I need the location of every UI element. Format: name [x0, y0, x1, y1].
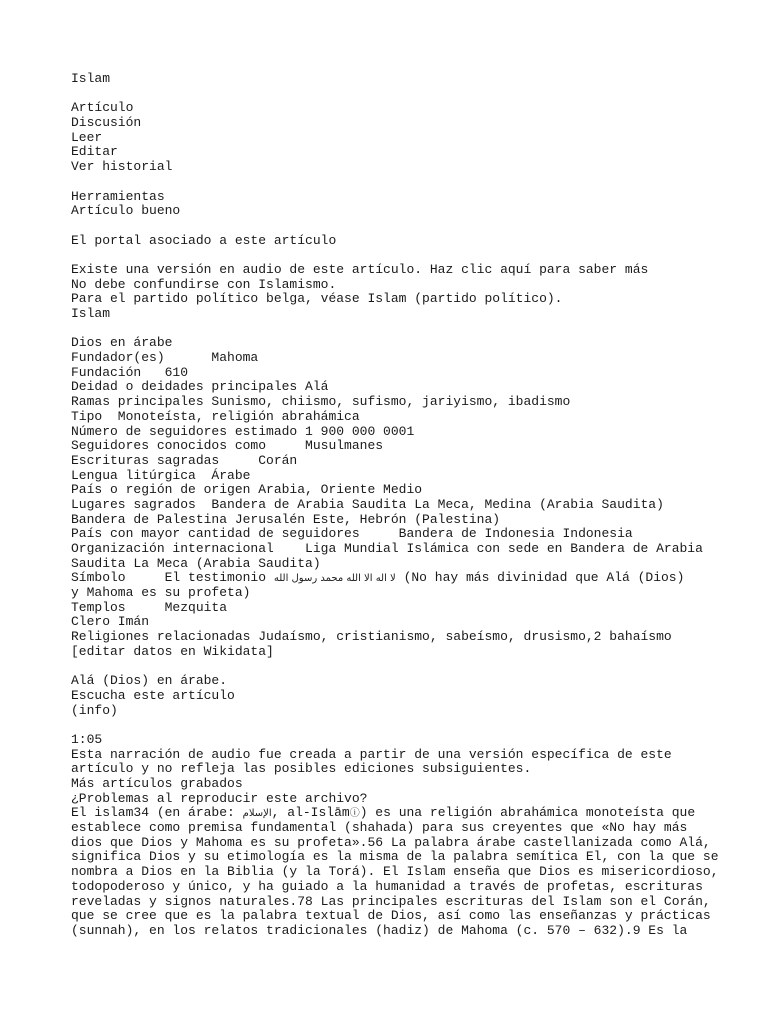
infobox-row: Saudita La Meca (Arabia Saudita)	[71, 555, 321, 571]
portal-link[interactable]: El portal asociado a este artículo	[71, 232, 337, 248]
body-line: establece como premisa fundamental (shahada) para sus creyentes que «No hay más	[71, 820, 688, 836]
listen-article-link[interactable]: Escucha este artículo	[71, 687, 235, 703]
symbol-translation: (No hay más divinidad que Alá (Dios)	[395, 570, 685, 586]
infobox-row: Escrituras sagradas Corán	[71, 452, 298, 468]
audio-notice-line: Esta narración de audio fue creada a partir de una versión específica de este	[71, 746, 672, 762]
infobox-row-symbol	[71, 571, 711, 586]
tab-history[interactable]: Ver historial	[71, 159, 173, 175]
audio-notice-line: artículo y no refleja las posibles ediciones subsiguientes.	[71, 761, 532, 777]
body-text: ) es una religión abrahámica monoteísta que	[359, 805, 696, 821]
infobox-row: Ramas principales Sunismo, chiismo, sufismo, jariyismo, ibadismo	[71, 394, 571, 410]
infobox-row: Templos Mezquita	[71, 599, 228, 615]
infobox-row: Número de seguidores estimado 1 900 000 0001	[71, 423, 415, 439]
pronunciation-icon[interactable]: ⓘ	[349, 808, 360, 820]
belgian-party-note: Para el partido político belga, véase Islam (partido político).	[71, 291, 563, 307]
tools-menu[interactable]: Herramientas	[71, 188, 165, 204]
body-line: todopoderoso y único, y ha guiado a la humanidad a través de profetas, escrituras	[71, 878, 703, 894]
infobox-row: País o región de origen Arabia, Oriente Medio	[71, 482, 423, 498]
audio-caption: Alá (Dios) en árabe.	[71, 673, 228, 689]
infobox-row: y Mahoma es su profeta)	[71, 585, 251, 601]
infobox-caption: Dios en árabe	[71, 335, 173, 351]
body-first-line	[71, 806, 711, 821]
tab-edit[interactable]: Editar	[71, 144, 118, 160]
audio-notice[interactable]: Existe una versión en audio de este artículo. Haz clic aquí para saber más	[71, 261, 649, 277]
audio-info-link[interactable]: (info)	[71, 702, 118, 718]
infobox-row: Deidad o deidades principales Alá	[71, 379, 329, 395]
infobox-row: Lugares sagrados Bandera de Arabia Saudita La Meca, Medina (Arabia Saudita)	[71, 496, 664, 512]
symbol-arabic: لا اله الا الله محمد رسول الله	[273, 573, 396, 585]
infobox-row: Organización internacional Liga Mundial Islámica con sede en Bandera de Arabia	[71, 541, 703, 556]
infobox-row: Bandera de Palestina Jerusalén Este, Hebrón (Palestina)	[71, 511, 501, 527]
body-line: (sunnah), en los relatos tradicionales (hadiz) de Mahoma (c. 570 – 632).9 Es la	[71, 922, 688, 938]
arabic-word: الإسلام	[242, 808, 272, 820]
infobox-row: Seguidores conocidos como Musulmanes	[71, 438, 384, 454]
infobox-row: Tipo Monoteísta, religión abrahámica	[71, 408, 360, 424]
playback-problems-link[interactable]: ¿Problemas al reproducir este archivo?	[71, 790, 368, 806]
infobox-row: Fundación 610	[71, 364, 189, 380]
body-text: , al-Islām	[271, 805, 350, 821]
audio-duration: 1:05	[71, 731, 103, 747]
body-text: El islam34 (en árabe:	[71, 805, 243, 821]
disambiguation-note: No debe confundirse con Islamismo.	[71, 276, 337, 292]
body-line: que se cree que es la palabra textual de Dios, así como las enseñanzas y prácticas	[71, 908, 711, 924]
symbol-label: Símbolo El testimonio	[71, 570, 274, 586]
infobox-row: Religiones relacionadas Judaísmo, cristianismo, sabeísmo, drusismo,2 bahaísmo	[71, 629, 672, 645]
body-line: reveladas y signos naturales.78 Las principales escrituras del Islam son el Corán,	[71, 893, 711, 909]
page-title: Islam	[71, 71, 111, 86]
good-article-badge: Artículo bueno	[71, 203, 181, 219]
wikidata-edit-link[interactable]: [editar datos en Wikidata]	[71, 643, 274, 659]
infobox-row: Fundador(es) Mahoma	[71, 350, 259, 366]
body-line: dios que Dios y Mahoma es su profeta».56 La palabra árabe castellanizada como Alá,	[71, 834, 711, 850]
body-line: significa Dios y su etimología es la misma de la palabra semítica El, con la que se	[71, 849, 719, 865]
tab-read[interactable]: Leer	[71, 129, 103, 145]
infobox-row: Clero Imán	[71, 614, 150, 630]
tab-article[interactable]: Artículo	[71, 100, 134, 116]
infobox-title: Islam	[71, 306, 111, 321]
article-content	[71, 71, 719, 939]
more-recorded-articles-link[interactable]: Más artículos grabados	[71, 776, 243, 791]
tab-discussion[interactable]: Discusión	[71, 115, 142, 131]
infobox-row: País con mayor cantidad de seguidores Bandera de Indonesia Indonesia	[71, 526, 633, 542]
body-line: nombra a Dios en la Biblia (y la Torá). El Islam enseña que Dios es misericordioso,	[71, 864, 719, 880]
infobox-row: Lengua litúrgica Árabe	[71, 467, 251, 483]
